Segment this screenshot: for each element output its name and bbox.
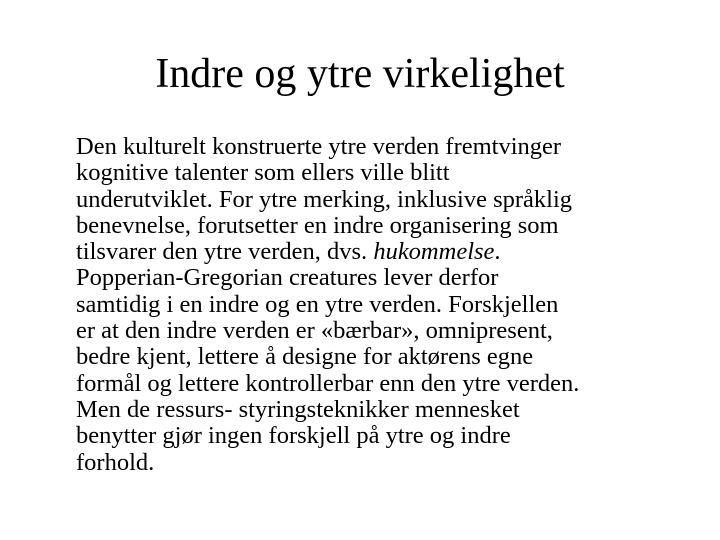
emphasized-term: hukommelse bbox=[373, 238, 495, 266]
body-line: benytter gjør ingen forskjell på ytre og indre bbox=[76, 422, 511, 450]
body-line-with-emphasis bbox=[76, 239, 676, 265]
body-line: Popperian-Gregorian creatures lever derfor bbox=[76, 264, 499, 292]
body-line: bedre kjent, lettere å designe for aktørens egne bbox=[76, 343, 534, 371]
body-line: kognitive talenter som ellers ville blitt bbox=[76, 159, 450, 187]
slide-body bbox=[76, 134, 676, 476]
body-line: er at den indre verden er «bærbar», omnipresent, bbox=[76, 317, 553, 345]
body-line: samtidig i en indre og en ytre verden. Forskjellen bbox=[76, 290, 559, 318]
body-line: forhold. bbox=[76, 448, 155, 476]
body-line: benevnelse, forutsetter en indre organisering som bbox=[76, 211, 559, 239]
body-line-suffix: . bbox=[494, 238, 501, 266]
body-line: formål og lettere kontrollerbar enn den ytre verden. bbox=[76, 369, 580, 397]
slide-title: Indre og ytre virkelighet bbox=[155, 51, 565, 97]
body-line-prefix: tilsvarer den ytre verden, dvs. bbox=[76, 238, 374, 266]
body-line: underutviklet. For ytre merking, inklusive språklig bbox=[76, 185, 573, 213]
body-line: Den kulturelt konstruerte ytre verden fremtvinger bbox=[76, 133, 562, 160]
body-line: Men de ressurs- styringsteknikker mennesket bbox=[76, 395, 520, 423]
